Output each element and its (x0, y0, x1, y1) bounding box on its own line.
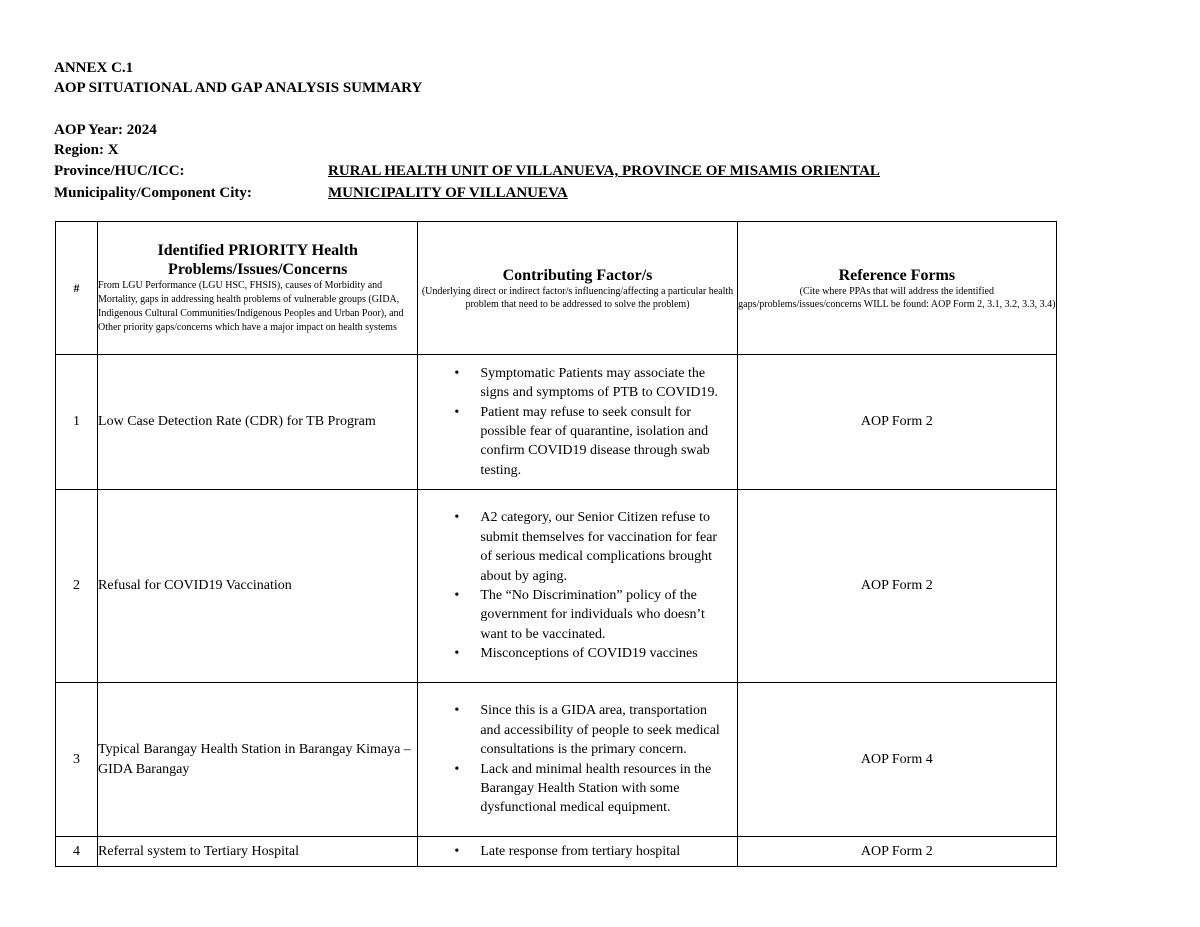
factor-item: • The “No Discrimination” policy of the government for individuals who doesn’t want to be vaccinated. (418, 586, 728, 644)
municipality-value: MUNICIPALITY OF VILLANUEVA (328, 185, 568, 201)
row-problem: Low Case Detection Rate (CDR) for TB Program (98, 355, 418, 490)
row-number: 4 (56, 837, 98, 867)
column-header-number: # (56, 222, 98, 355)
factor-item: • Patient may refuse to seek consult for possible fear of quarantine, isolation and confirm COVID19 disease through swab testing. (418, 403, 728, 481)
table-row (56, 355, 1057, 490)
factor-list (418, 842, 736, 861)
row-factors (418, 355, 737, 490)
gap-analysis-table (55, 221, 1057, 867)
factor-item: • A2 category, our Senior Citizen refuse to submit themselves for vaccination for fear of serious medical complications brought about by aging. (418, 508, 728, 586)
row-number: 3 (56, 683, 98, 837)
row-number: 1 (56, 355, 98, 490)
problems-header-title: Identified PRIORITY Health Problems/Issues/Concerns (157, 242, 358, 278)
column-header-reference (737, 222, 1056, 355)
factor-item: • Late response from tertiary hospital (418, 842, 728, 861)
column-header-factors (418, 222, 737, 355)
factor-item: • Lack and minimal health resources in the Barangay Health Station with some dysfunctional medical equipment. (418, 760, 728, 818)
table-row (56, 837, 1057, 867)
table-header-row (56, 222, 1057, 355)
factor-item: • Symptomatic Patients may associate the signs and symptoms of PTB to COVID19. (418, 364, 728, 403)
row-factors (418, 490, 737, 683)
row-factors (418, 683, 737, 837)
document-title: AOP SITUATIONAL AND GAP ANALYSIS SUMMARY (54, 80, 423, 96)
factor-item: • Misconceptions of COVID19 vaccines (418, 644, 728, 663)
factor-list (418, 701, 736, 817)
factor-list (418, 508, 736, 663)
row-problem: Typical Barangay Health Station in Barangay Kimaya – GIDA Barangay (98, 683, 418, 837)
row-reference: AOP Form 2 (737, 837, 1056, 867)
region: Region: X (54, 142, 119, 158)
problems-header-subtitle: From LGU Performance (LGU HSC, FHSIS), causes of Morbidity and Mortality, gaps in addressing health problems of vulnerable groups (GIDA, Indigenous Cultural Communities/Indigenous Peoples and Urban Poor), and Other priority gaps/concerns which have a major impact on health systems (98, 280, 404, 333)
reference-header-title: Reference Forms (838, 266, 956, 284)
factors-header-subtitle: (Underlying direct or indirect factor/s influencing/affecting a particular health problem that need to be addressed to solve the problem) (421, 285, 734, 310)
row-problem: Referral system to Tertiary Hospital (98, 837, 418, 867)
factor-item: • Since this is a GIDA area, transportation and accessibility of people to seek medical consultations is the primary concern. (418, 701, 728, 759)
row-factors (418, 837, 737, 867)
municipality-label: Municipality/Component City: (54, 185, 252, 201)
column-header-problems (98, 222, 418, 355)
row-reference: AOP Form 2 (737, 355, 1056, 490)
province-label: Province/HUC/ICC: (54, 163, 185, 179)
province-value: RURAL HEALTH UNIT OF VILLANUEVA, PROVINCE OF MISAMIS ORIENTAL (328, 163, 880, 179)
row-problem: Refusal for COVID19 Vaccination (98, 490, 418, 683)
factors-header-title: Contributing Factor/s (502, 266, 653, 284)
aop-year: AOP Year: 2024 (54, 122, 157, 138)
table-row (56, 490, 1057, 683)
table-row (56, 683, 1057, 837)
annex-label: ANNEX C.1 (54, 60, 134, 76)
row-reference: AOP Form 4 (737, 683, 1056, 837)
row-number: 2 (56, 490, 98, 683)
reference-header-subtitle: (Cite where PPAs that will address the identified gaps/problems/issues/concerns WILL be found: AOP Form 2, 3.1, 3.2, 3.3, 3.4) (738, 285, 1056, 310)
factor-list (418, 364, 736, 480)
row-reference: AOP Form 2 (737, 490, 1056, 683)
